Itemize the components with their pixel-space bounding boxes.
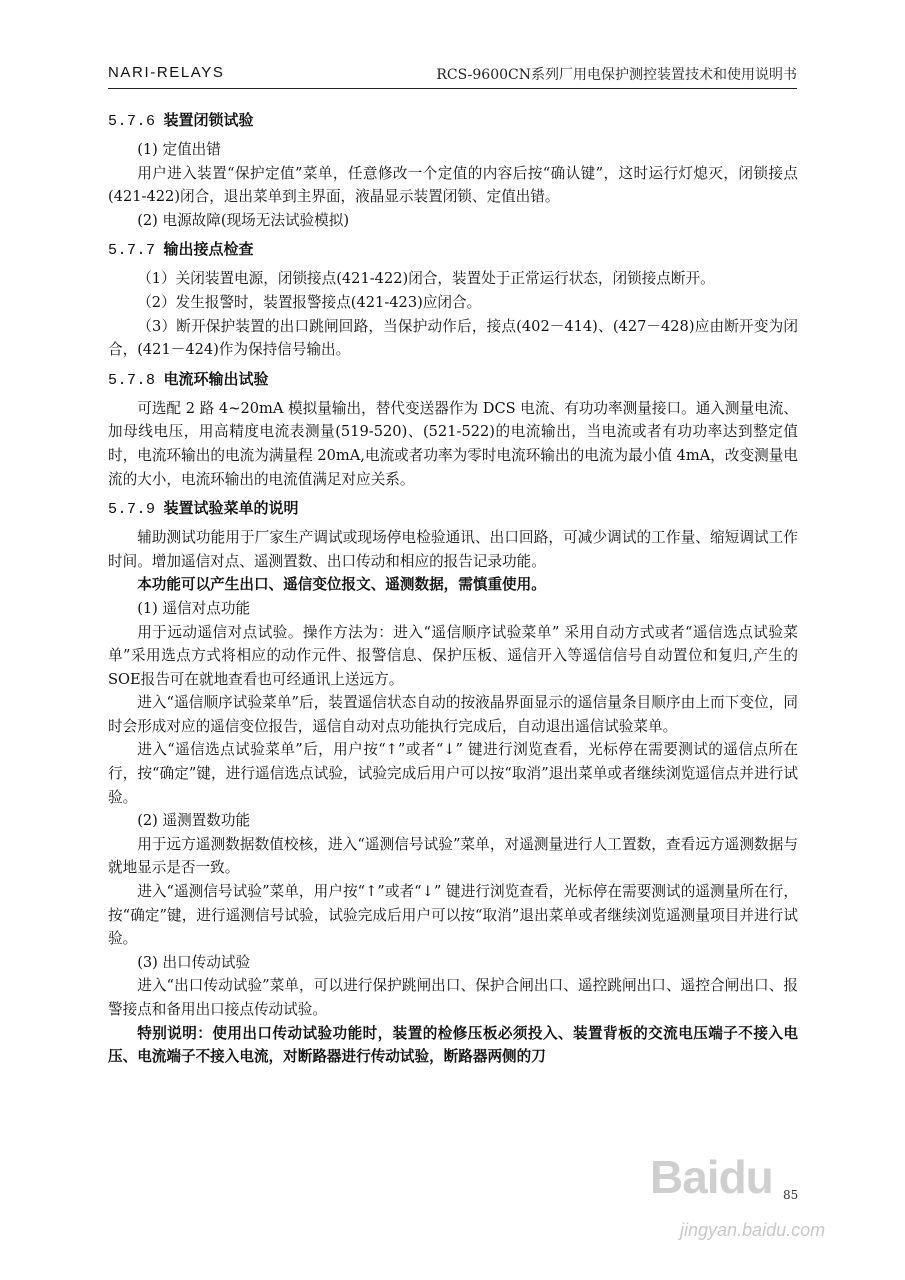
section-title: 电流环输出试验 xyxy=(163,369,269,388)
section-number: 5.7.7 xyxy=(108,242,156,260)
baidu-watermark xyxy=(650,1150,860,1260)
section-heading-5-7-9 xyxy=(108,494,798,524)
watermark-url: jingyan.baidu.com xyxy=(680,1220,826,1240)
paragraph: 可选配 2 路 4~20mA 模拟量输出，替代变送器作为 DCS 电流、有功功率测量接口。通入测量电流、加母线电压，用高精度电流表测量(519-520)、(521-522)的电流输出，当电流或者有功功率达到整定值时，电流环输出的电流为满量程 20mA,电流或者功率为零时电流环输出的电流为最小值 4mA，改变测量电流的大小，电流环输出的电流值满足对应关系。 xyxy=(108,399,798,488)
paragraph: 用于远方遥测数据数值校核，进入“遥测信号试验”菜单，对遥测量进行人工置数，查看远方遥测数据与就地显示是否一致。 xyxy=(108,835,798,877)
paragraph: 进入“遥测信号试验”菜单，用户按“↑”或者“↓” 键进行浏览查看，光标停在需要测试的遥测量所在行，按“确定”键，进行遥测信号试验，试验完成后用户可以按“取消”退出菜单或者继续浏览遥测量项目并进行试验。 xyxy=(108,883,798,948)
page-body xyxy=(108,103,798,1069)
paragraph: （2）发生报警时，装置报警接点(421-423)应闭合。 xyxy=(137,293,482,311)
document-title: RCS-9600CN系列厂用电保护测控装置技术和使用说明书 xyxy=(436,67,797,83)
paragraph: (3) 出口传动试验 xyxy=(137,953,251,971)
paragraph: 用于远动遥信对点试验。操作方法为：进入“遥信顺序试验菜单” 采用自动方式或者“遥信选点试验菜单”采用选点方式将相应的动作元件、报警信息、保护压板、遥信开入等遥信信号自动置位和复归,产生的SOE报告可在就地查看也可经通讯上送远方。 xyxy=(108,623,798,688)
section-heading-5-7-8 xyxy=(108,365,798,395)
paragraph: 辅助测试功能用于厂家生产调试或现场停电检验通讯、出口回路，可减少调试的工作量、缩短调试工作时间。增加遥信对点、遥测置数、出口传动和相应的报告记录功能。 xyxy=(108,529,798,570)
paragraph: 进入“遥信顺序试验菜单”后，装置遥信状态自动的按液晶界面显示的遥信量条目顺序由上而下变位，同时会形成对应的遥信变位报告，遥信自动对点功能执行完成后，自动退出遥信试验菜单。 xyxy=(108,694,798,735)
section-title: 装置闭锁试验 xyxy=(163,111,254,129)
paragraph: (2) 电源故障(现场无法试验模拟) xyxy=(137,211,350,229)
section-heading-5-7-6 xyxy=(108,106,798,136)
special-note-paragraph: 特别说明：使用出口传动试验功能时，装置的检修压板必须投入、装置背板的交流电压端子不接入电压、电流端子不接入电流，对断路器进行传动试验，断路器两侧的刀 xyxy=(108,1024,798,1066)
section-number: 5.7.8 xyxy=(108,371,156,389)
section-heading-5-7-7 xyxy=(108,235,798,265)
warning-paragraph: 本功能可以产生出口、遥信变位报文、遥测数据，需慎重使用。 xyxy=(137,576,546,594)
section-title: 输出接点检查 xyxy=(163,240,254,259)
paragraph: (1) 定值出错 xyxy=(137,141,221,158)
paragraph: (1) 遥信对点功能 xyxy=(137,599,251,617)
paragraph: （1）关闭装置电源，闭锁接点(421-422)闭合，装置处于正常运行状态，闭锁接点断开。 xyxy=(137,270,715,288)
section-number: 5.7.9 xyxy=(108,501,156,519)
paragraph: 用户进入装置“保护定值”菜单，任意修改一个定值的内容后按“确认键”，这时运行灯熄灭，闭锁接点(421-422)闭合，退出菜单到主界面，液晶显示装置闭锁、定值出错。 xyxy=(108,164,798,206)
section-number: 5.7.6 xyxy=(108,113,156,130)
paragraph: (2) 遥测置数功能 xyxy=(137,812,251,830)
section-title: 装置试验菜单的说明 xyxy=(163,499,299,518)
brand-name: NARI-RELAYS xyxy=(108,64,225,81)
paragraph: 进入“遥信选点试验菜单”后，用户按“↑”或者“↓” 键进行浏览查看，光标停在需要测试的遥信点所在行，按“确定”键，进行遥信选点试验，试验完成后用户可以按“取消”退出菜单或者继续浏览遥信点并进行试验。 xyxy=(108,741,798,806)
watermark-logo: Baidu xyxy=(650,1151,773,1203)
paragraph: （3）断开保护装置的出口跳闸回路，当保护动作后，接点(402－414)、(427－428)应由断开变为闭合，(421－424)作为保持信号输出。 xyxy=(108,317,798,359)
paragraph: 进入“出口传动试验”菜单，可以进行保护跳闸出口、保护合闸出口、遥控跳闸出口、遥控合闸出口、报警接点和备用出口接点传动试验。 xyxy=(108,977,798,1018)
page-number: 85 xyxy=(783,1188,799,1202)
page-header xyxy=(108,62,797,89)
